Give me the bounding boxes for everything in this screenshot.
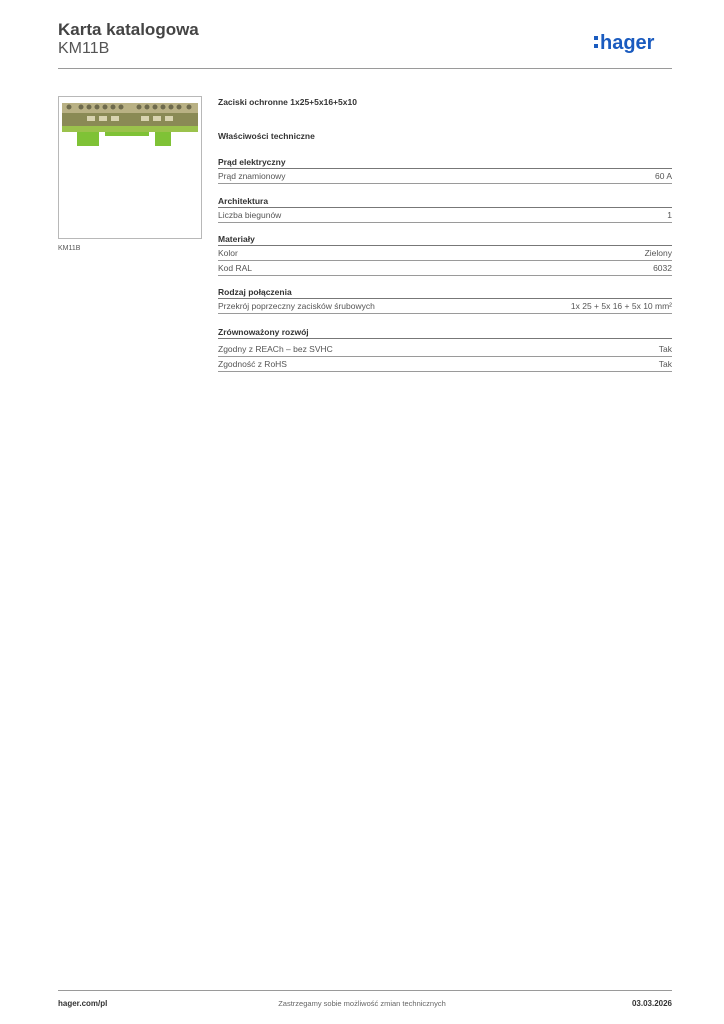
footer-note: Zastrzegamy sobie możliwość zmian technicznych <box>278 999 446 1008</box>
footer-divider <box>58 990 672 991</box>
spec-label: Kolor <box>218 248 238 258</box>
spec-value: 1 <box>667 210 672 220</box>
technical-properties-heading: Właściwości techniczne <box>218 131 315 141</box>
spec-row <box>218 342 672 357</box>
hager-logo <box>592 26 674 60</box>
footer-date: 03.03.2026 <box>631 999 672 1008</box>
header-divider <box>58 68 672 69</box>
section-materials <box>218 233 672 276</box>
page-title: Karta katalogowa <box>58 20 199 39</box>
spec-value: 1x 25 + 5x 16 + 5x 10 mm² <box>570 301 672 311</box>
section-heading: Materiały <box>218 233 672 246</box>
section-connection-type <box>218 286 672 314</box>
spec-value: Zielony <box>644 248 672 258</box>
spec-row <box>218 261 672 276</box>
spec-label: Zgodność z RoHS <box>218 359 287 369</box>
section-heading: Architektura <box>218 195 672 208</box>
spec-row <box>218 169 672 184</box>
section-sustainability <box>218 326 672 372</box>
image-caption: KM11B <box>58 245 81 252</box>
spec-value: 60 A <box>654 171 672 181</box>
product-image <box>58 96 202 239</box>
product-title: Zaciski ochronne 1x25+5x16+5x10 <box>218 97 357 107</box>
product-code: KM11B <box>58 40 110 57</box>
spec-value: Tak <box>658 359 672 369</box>
spec-label: Liczba biegunów <box>218 210 282 220</box>
terminal-block-illustration <box>59 97 201 238</box>
spec-label: Prąd znamionowy <box>218 171 286 181</box>
spec-label: Przekrój poprzeczny zacisków śrubowych <box>218 301 375 311</box>
spec-value: 6032 <box>653 263 672 273</box>
spec-value: Tak <box>658 344 672 354</box>
footer-website: hager.com/pl <box>58 999 108 1008</box>
spec-label: Kod RAL <box>218 263 253 273</box>
spec-row <box>218 208 672 223</box>
spec-row <box>218 246 672 261</box>
section-heading: Zrównoważony rozwój <box>218 326 672 339</box>
section-heading: Rodzaj połączenia <box>218 286 672 299</box>
logo-text: hager <box>600 32 655 54</box>
spec-row <box>218 299 672 314</box>
spec-row <box>218 357 672 372</box>
section-heading: Prąd elektryczny <box>218 156 672 169</box>
section-architecture <box>218 195 672 223</box>
section-electric-current <box>218 156 672 184</box>
spec-label: Zgodny z REACh – bez SVHC <box>218 344 333 354</box>
